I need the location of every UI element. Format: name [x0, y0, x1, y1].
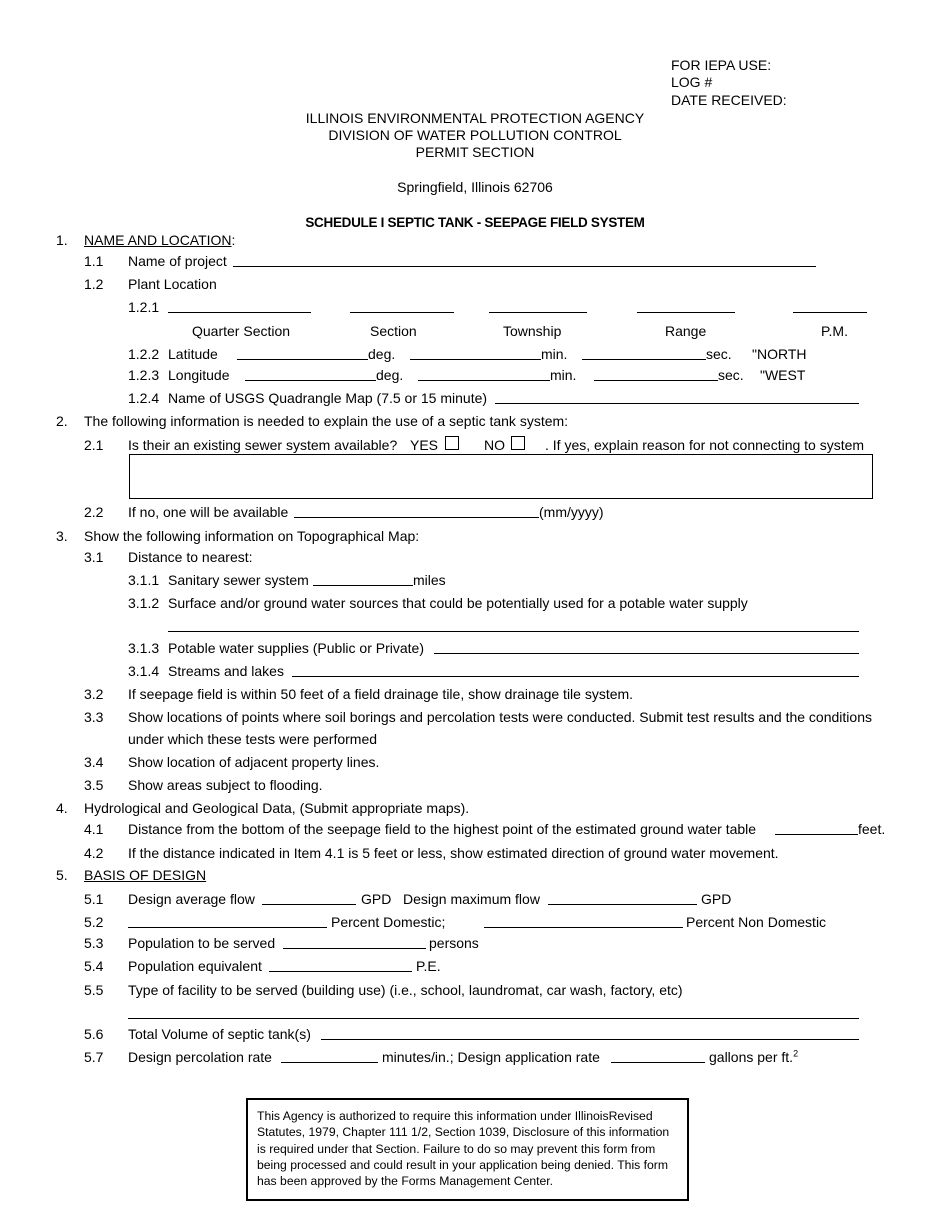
iepa-use-label: FOR IEPA USE:	[671, 57, 772, 73]
population-served-label: Population to be served	[128, 935, 276, 951]
item-3-1-1-number: 3.1.1	[128, 572, 160, 588]
agency-name: ILLINOIS ENVIRONMENTAL PROTECTION AGENCY	[305, 110, 645, 126]
population-equivalent-field[interactable]	[269, 971, 412, 972]
agency-address: Springfield, Illinois 62706	[397, 179, 553, 195]
item-3-5-number: 3.5	[84, 777, 104, 793]
facility-type-label: Type of facility to be served (building use) (i.e., school, laundromat, car wash, factory, etc)	[128, 982, 683, 998]
facility-type-field[interactable]	[128, 1018, 859, 1019]
section-4-number: 4.	[56, 800, 68, 816]
miles-unit: miles	[413, 572, 446, 588]
item-3-4-number: 3.4	[84, 754, 104, 770]
septic-volume-label: Total Volume of septic tank(s)	[128, 1026, 311, 1042]
item-5-3-number: 5.3	[84, 935, 104, 951]
item-1-2-2-number: 1.2.2	[128, 346, 160, 362]
latitude-deg-unit: deg.	[368, 346, 396, 362]
item-3-1-2-number: 3.1.2	[128, 595, 160, 611]
section-caption: Section	[370, 323, 417, 339]
pm-caption: P.M.	[821, 323, 848, 339]
water-sources-label: Surface and/or ground water sources that could be potentially used for a potable water supply	[168, 595, 748, 611]
design-maximum-flow-field[interactable]	[548, 904, 697, 905]
latitude-deg-field[interactable]	[237, 359, 368, 360]
section-3-title: Show the following information on Topographical Map:	[84, 528, 420, 544]
percent-domestic-label: Percent Domestic;	[331, 914, 446, 930]
plant-location-label: Plant Location	[128, 276, 217, 292]
section-1-title: NAME AND LOCATION:	[84, 232, 236, 248]
usgs-map-label: Name of USGS Quadrangle Map (7.5 or 15 minute)	[168, 390, 488, 406]
percolation-rate-field[interactable]	[281, 1062, 378, 1063]
item-3-1-4-number: 3.1.4	[128, 663, 160, 679]
soil-borings-text-cont: under which these tests were performed	[128, 731, 378, 747]
project-name-label: Name of project	[128, 253, 227, 269]
feet-unit: feet.	[858, 821, 886, 837]
population-served-field[interactable]	[283, 948, 426, 949]
usgs-map-field[interactable]	[495, 403, 859, 404]
latitude-min-unit: min.	[541, 346, 568, 362]
authorization-notice: This Agency is authorized to require this information under IllinoisRevised Statutes, 1979, Chapter 111 1/2, Section 1039, Disclosure of this information is required under that Section. Failure to do so may prevent this form from being processed and could result in your application being denied. This form has been approved by the Forms Management Center.	[246, 1098, 689, 1201]
yes-checkbox[interactable]	[445, 436, 459, 450]
township-caption: Township	[503, 323, 562, 339]
section-5-number: 5.	[56, 867, 68, 883]
longitude-label: Longitude	[168, 367, 230, 383]
ground-water-distance-label: Distance from the bottom of the seepage field to the highest point of the estimated ground water table	[128, 821, 757, 837]
longitude-deg-field[interactable]	[245, 380, 376, 381]
maximum-flow-unit: GPD	[701, 891, 732, 907]
item-5-6-number: 5.6	[84, 1026, 104, 1042]
item-5-2-number: 5.2	[84, 914, 104, 930]
item-3-3-number: 3.3	[84, 709, 104, 725]
project-name-field[interactable]	[233, 266, 816, 267]
percolation-rate-label: Design percolation rate	[128, 1049, 272, 1065]
potable-supplies-label: Potable water supplies (Public or Private)	[168, 640, 425, 656]
streams-lakes-field[interactable]	[292, 676, 859, 677]
yes-label: YES	[410, 437, 439, 453]
item-3-2-number: 3.2	[84, 686, 104, 702]
division-name: DIVISION OF WATER POLLUTION CONTROL	[328, 127, 622, 143]
item-1-2-4-number: 1.2.4	[128, 390, 160, 406]
latitude-sec-unit: sec.	[706, 346, 732, 362]
longitude-direction: "WEST	[760, 367, 806, 383]
item-5-4-number: 5.4	[84, 958, 104, 974]
application-rate-field[interactable]	[611, 1062, 705, 1063]
form-title: SCHEDULE I SEPTIC TANK - SEEPAGE FIELD SYSTEM	[305, 215, 645, 230]
item-1-1-number: 1.1	[84, 253, 104, 269]
item-2-2-number: 2.2	[84, 504, 104, 520]
water-sources-field[interactable]	[168, 631, 859, 632]
latitude-direction: "NORTH	[752, 346, 807, 362]
section-5-title: BASIS OF DESIGN	[84, 867, 207, 883]
latitude-sec-field[interactable]	[582, 359, 706, 360]
explain-reason-textbox[interactable]	[129, 454, 873, 499]
longitude-sec-field[interactable]	[594, 380, 718, 381]
longitude-sec-unit: sec.	[718, 367, 744, 383]
percent-non-domestic-field[interactable]	[484, 927, 683, 928]
section-2-title: The following information is needed to explain the use of a septic tank system:	[84, 413, 569, 429]
pe-unit: P.E.	[416, 958, 441, 974]
latitude-min-field[interactable]	[410, 359, 541, 360]
range-field[interactable]	[637, 312, 735, 313]
potable-supplies-field[interactable]	[434, 653, 859, 654]
longitude-min-field[interactable]	[418, 380, 550, 381]
item-1-2-1-number: 1.2.1	[128, 299, 160, 315]
item-3-1-number: 3.1	[84, 549, 104, 565]
explain-reason-label: . If yes, explain reason for not connecting to system	[545, 437, 865, 453]
latitude-label: Latitude	[168, 346, 218, 362]
section-2-number: 2.	[56, 413, 68, 429]
quarter-section-field[interactable]	[168, 312, 311, 313]
item-1-2-3-number: 1.2.3	[128, 367, 160, 383]
soil-borings-text: Show locations of points where soil borings and percolation tests were conducted. Submit test results and the conditions	[128, 709, 872, 725]
quarter-section-caption: Quarter Section	[192, 323, 291, 339]
log-label: LOG #	[671, 74, 713, 90]
existing-sewer-question: Is their an existing sewer system available?	[128, 437, 398, 453]
no-label: NO	[484, 437, 505, 453]
availability-label: If no, one will be available	[128, 504, 289, 520]
population-equivalent-label: Population equivalent	[128, 958, 262, 974]
section-3-number: 3.	[56, 528, 68, 544]
property-lines-text: Show location of adjacent property lines.	[128, 754, 380, 770]
drainage-tile-text: If seepage field is within 50 feet of a field drainage tile, show drainage tile system.	[128, 686, 634, 702]
application-rate-label: minutes/in.; Design application rate	[382, 1049, 600, 1065]
section-1-number: 1.	[56, 232, 68, 248]
item-1-2-number: 1.2	[84, 276, 104, 292]
average-flow-unit: GPD	[361, 891, 392, 907]
section-4-title: Hydrological and Geological Data, (Submit appropriate maps).	[84, 800, 470, 816]
item-5-7-number: 5.7	[84, 1049, 104, 1065]
persons-unit: persons	[429, 935, 479, 951]
sanitary-sewer-distance-field[interactable]	[313, 585, 413, 586]
design-maximum-flow-label: Design maximum flow	[403, 891, 540, 907]
no-checkbox[interactable]	[511, 436, 525, 450]
item-4-1-number: 4.1	[84, 821, 104, 837]
flooding-text: Show areas subject to flooding.	[128, 777, 323, 793]
item-5-1-number: 5.1	[84, 891, 104, 907]
percent-domestic-field[interactable]	[128, 927, 327, 928]
longitude-deg-unit: deg.	[376, 367, 404, 383]
design-average-flow-field[interactable]	[262, 904, 356, 905]
section-field[interactable]	[350, 312, 454, 313]
distance-nearest-label: Distance to nearest:	[128, 549, 253, 565]
design-average-flow-label: Design average flow	[128, 891, 255, 907]
ground-water-movement-text: If the distance indicated in Item 4.1 is 5 feet or less, show estimated direction of ground water movement.	[128, 845, 779, 861]
section-name: PERMIT SECTION	[415, 144, 535, 160]
item-2-1-number: 2.1	[84, 437, 104, 453]
sanitary-sewer-label: Sanitary sewer system	[168, 572, 309, 588]
percent-non-domestic-label: Percent Non Domestic	[686, 914, 827, 930]
application-rate-unit: gallons per ft.$^2$	[709, 1048, 799, 1065]
date-format-hint: (mm/yyyy)	[539, 504, 604, 520]
item-5-5-number: 5.5	[84, 982, 104, 998]
streams-lakes-label: Streams and lakes	[168, 663, 284, 679]
pm-field[interactable]	[793, 312, 867, 313]
item-3-1-3-number: 3.1.3	[128, 640, 160, 656]
date-received-label: DATE RECEIVED:	[671, 92, 787, 108]
township-field[interactable]	[489, 312, 587, 313]
item-4-2-number: 4.2	[84, 845, 104, 861]
longitude-min-unit: min.	[550, 367, 577, 383]
septic-volume-field[interactable]	[321, 1039, 859, 1040]
range-caption: Range	[665, 323, 707, 339]
availability-date-field[interactable]	[294, 517, 539, 518]
ground-water-distance-field[interactable]	[775, 834, 858, 835]
